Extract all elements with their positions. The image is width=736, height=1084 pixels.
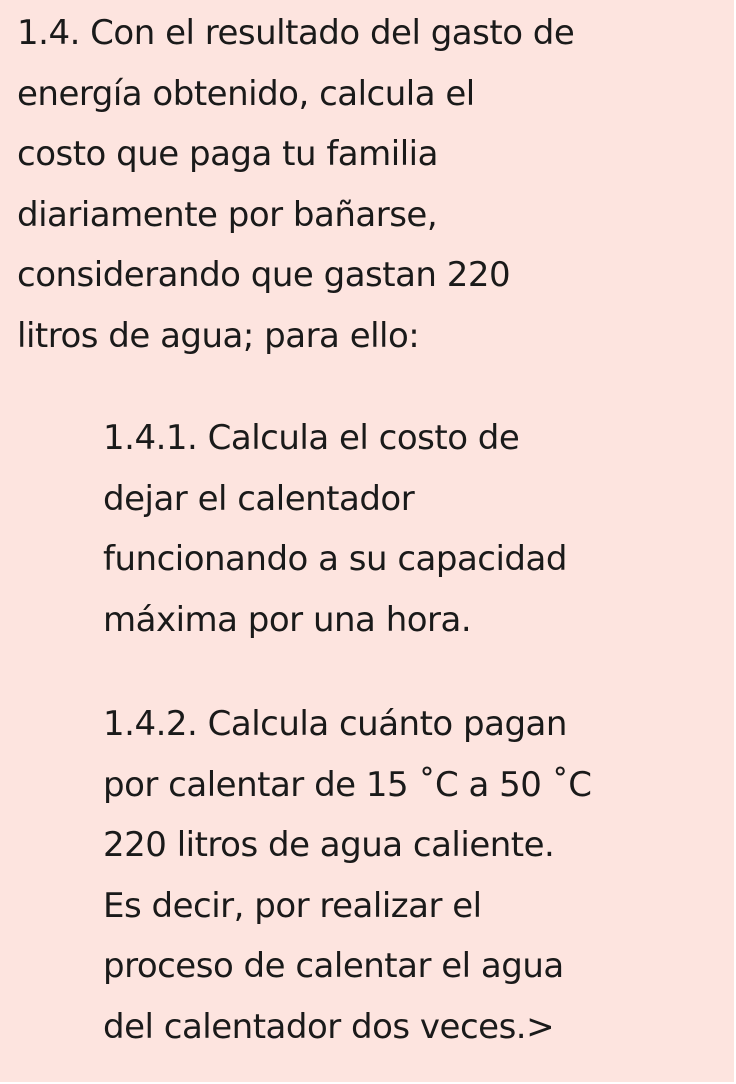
subquestion-2-line: Es decir, por realizar el [103, 885, 482, 926]
question-paragraph [17, 3, 574, 366]
subquestion-1-line: funcionando a su capacidad [103, 539, 567, 579]
subquestion-2-paragraph [103, 694, 591, 1057]
subquestion-1-line: máxima por una hora. [103, 599, 472, 640]
subquestion-2-line: proceso de calentar el agua [103, 946, 564, 986]
question-line: energía obtenido, calcula el [17, 73, 475, 114]
question-line: considerando que gastan 220 [17, 255, 511, 295]
subquestion-2-line: por calentar de 15 ˚C a 50 ˚C [103, 764, 592, 805]
subquestion-1-line: 1.4.1. Calcula el costo de [103, 418, 520, 458]
question-line: diariamente por bañarse, [17, 194, 438, 235]
question-line: litros de agua; para ello: [17, 315, 420, 356]
subquestion-2-line: 220 litros de agua caliente. [103, 825, 555, 865]
subquestion-1-line: dejar el calentador [103, 478, 415, 519]
subquestion-2-line: del calentador dos veces.> [103, 1006, 555, 1047]
question-line: costo que paga tu familia [17, 134, 438, 174]
subquestion-2-line: 1.4.2. Calcula cuánto pagan [103, 704, 567, 744]
subquestion-1-paragraph [103, 408, 567, 650]
question-line: 1.4. Con el resultado del gasto de [17, 13, 575, 53]
